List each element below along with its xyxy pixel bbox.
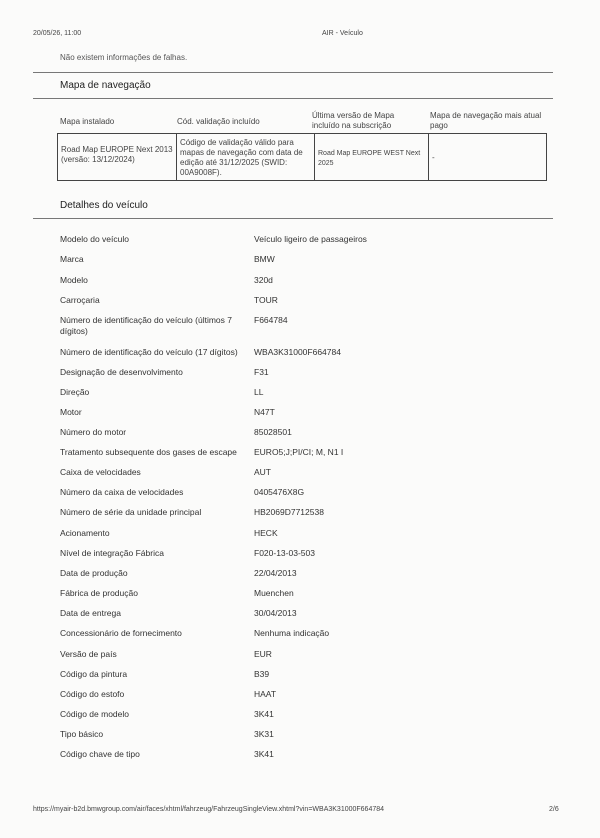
vehicle-field-value: EURO5;J;PI/CI; M, N1 I [254, 447, 344, 457]
vehicle-field-label: Marca [60, 254, 84, 264]
vehicle-field-label: Código chave de tipo [60, 749, 140, 759]
vehicle-field-value: F020-13-03-503 [254, 548, 315, 558]
vehicle-field-label: Código da pintura [60, 669, 128, 679]
col-validation-code: Cód. validação incluído [177, 117, 260, 126]
vehicle-field-value: HECK [254, 528, 278, 538]
cell-current-paid-map: - [432, 153, 435, 162]
vehicle-field-value: 85028501 [254, 427, 292, 437]
vehicle-field-value: Nenhuma indicação [254, 628, 330, 638]
vehicle-field-value: F31 [254, 367, 269, 377]
vehicle-field-value: 3K41 [254, 749, 274, 759]
vehicle-field-value: TOUR [254, 295, 278, 305]
vehicle-field-label: Número da caixa de velocidades [60, 487, 184, 497]
vehicle-field-value: BMW [254, 254, 275, 264]
vehicle-field-label: Direção [60, 387, 90, 397]
vehicle-field-value: Muenchen [254, 588, 294, 598]
vehicle-field-value: Veículo ligeiro de passageiros [254, 234, 367, 244]
vehicle-field-label: Motor [60, 407, 82, 417]
vehicle-field-label: Modelo do veículo [60, 234, 129, 244]
vehicle-field-value: HB2069D7712538 [254, 507, 324, 517]
vehicle-field-label: Número do motor [60, 427, 127, 437]
vehicle-field-label: Número de identificação do veículo (17 dígitos) [60, 347, 238, 357]
page-number: 2/6 [549, 806, 559, 813]
vehicle-field-label: Carroçaria [60, 295, 100, 305]
vehicle-field-label: Modelo [60, 275, 88, 285]
navigation-table-row [57, 133, 547, 181]
vehicle-section-title: Detalhes do veículo [60, 200, 148, 211]
vehicle-field-label: Concessionário de fornecimento [60, 628, 182, 638]
cell-installed-map: Road Map EUROPE Next 2013 (versão: 13/12/2024) [61, 145, 173, 164]
vehicle-field-label: Fábrica de produção [60, 588, 138, 598]
vehicle-field-label: Tipo básico [60, 729, 104, 739]
vehicle-field-label: Versão de país [60, 649, 117, 659]
vehicle-field-value: AUT [254, 467, 271, 477]
vehicle-field-label: Caixa de velocidades [60, 467, 141, 477]
vehicle-field-value: 3K41 [254, 709, 274, 719]
vehicle-field-value: F664784 [254, 315, 288, 325]
vehicle-field-value: WBA3K31000F664784 [254, 347, 341, 357]
vehicle-field-value: EUR [254, 649, 272, 659]
vehicle-field-value: 30/04/2013 [254, 608, 297, 618]
vehicle-field-value: 320d [254, 275, 273, 285]
col-latest-map: Última versão de Mapa incluído na subscrição [312, 111, 395, 130]
navigation-section-title: Mapa de navegação [60, 80, 151, 91]
vehicle-field-label: Código de modelo [60, 709, 129, 719]
vehicle-field-label: Número de série da unidade principal [60, 507, 202, 517]
vehicle-field-label: Data de entrega [60, 608, 121, 618]
vehicle-field-value: LL [254, 387, 264, 397]
vehicle-field-label: Tratamento subsequente dos gases de escape [60, 447, 237, 457]
vehicle-field-value: 22/04/2013 [254, 568, 297, 578]
cell-validation-code: Código de validação válido para mapas de navegação com data de edição até 31/12/2025 (SWID: 00A9008F). [180, 138, 303, 177]
col-current-paid-map: Mapa de navegação mais atual pago [430, 111, 542, 130]
col-installed-map: Mapa instalado [60, 117, 115, 126]
divider [33, 218, 553, 219]
vehicle-field-label: Designação de desenvolvimento [60, 367, 183, 377]
print-datetime: 20/05/26, 11:00 [33, 30, 82, 37]
page-title: AIR - Veículo [322, 30, 363, 37]
vehicle-field-value: 0405476X8G [254, 487, 305, 497]
vehicle-field-value: N47T [254, 407, 275, 417]
vehicle-field-label: Código do estofo [60, 689, 125, 699]
vehicle-field-label: Data de produção [60, 568, 128, 578]
vehicle-field-value: 3K31 [254, 729, 274, 739]
vehicle-field-label: Nível de integração Fábrica [60, 548, 164, 558]
vehicle-field-label: Acionamento [60, 528, 110, 538]
vehicle-field-value: HAAT [254, 689, 277, 699]
divider [33, 72, 553, 73]
vehicle-field-value: B39 [254, 669, 270, 679]
footer-url: https://myair-b2d.bmwgroup.com/air/faces/xhtml/fahrzeug/FahrzeugSingleView.xhtml?vin=WBA3K31000F664784 [33, 806, 385, 813]
vehicle-field-label: Número de identificação do veículo (últimos 7 dígitos) [60, 315, 232, 336]
cell-latest-map: Road Map EUROPE WEST Next 2025 [318, 150, 421, 167]
fault-message: Não existem informações de falhas. [60, 53, 188, 62]
divider [33, 98, 553, 99]
